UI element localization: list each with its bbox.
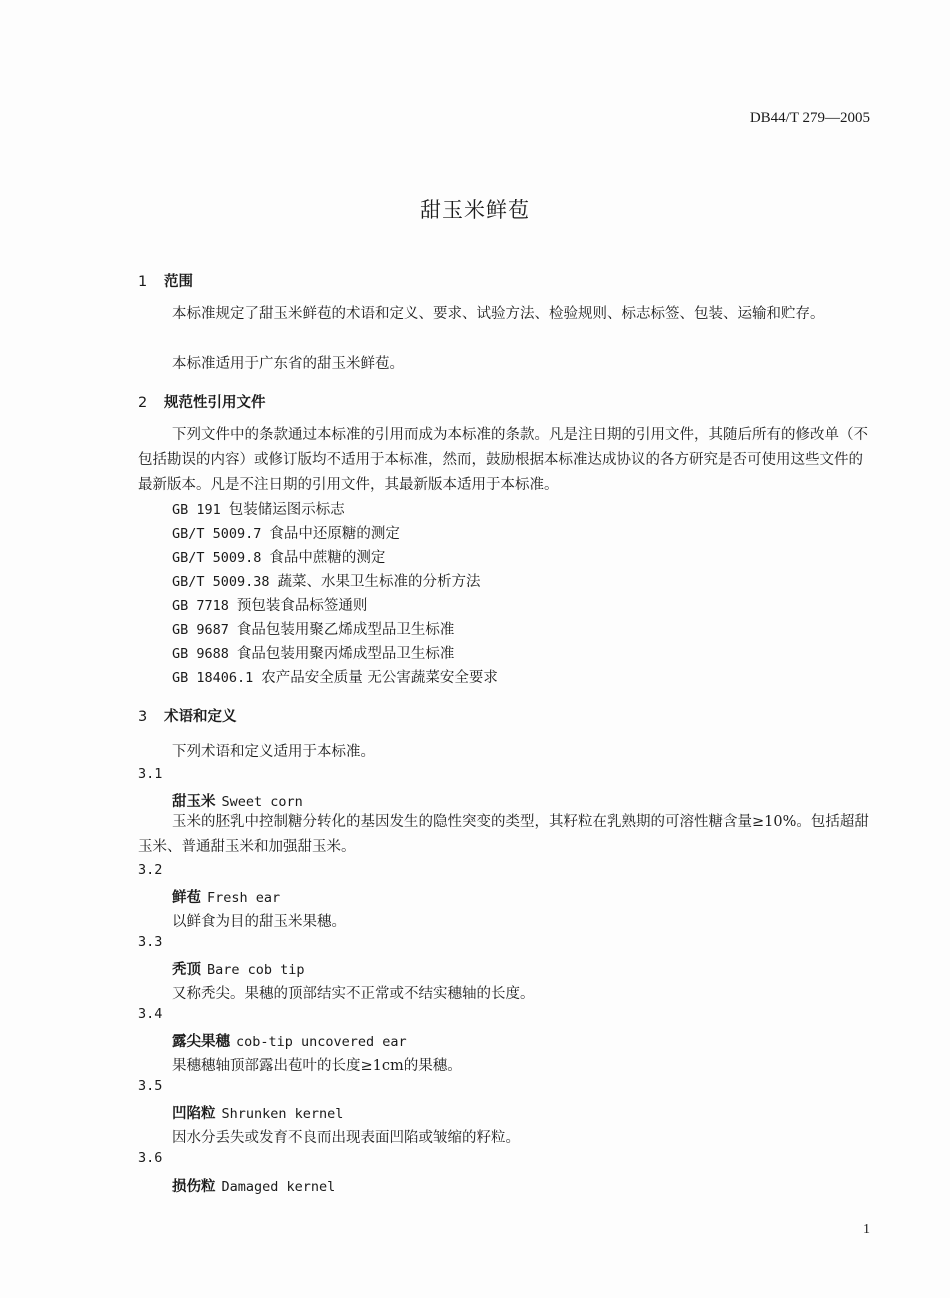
section-title: 术语和定义 bbox=[164, 709, 237, 725]
reference-title: 食品中蔗糖的测定 bbox=[269, 550, 386, 566]
term-heading bbox=[172, 1175, 335, 1196]
document-title: 甜玉米鲜苞 bbox=[420, 198, 530, 222]
term-zh: 露尖果穗 bbox=[172, 1033, 230, 1050]
reference-code: GB/T 5009.38 bbox=[172, 574, 270, 590]
reference-code: GB 18406.1 bbox=[172, 670, 254, 686]
term-heading bbox=[172, 790, 303, 811]
terms-intro: 下列术语和定义适用于本标准。 bbox=[172, 744, 375, 760]
term-heading bbox=[172, 1102, 343, 1123]
reference-code: GB 9688 bbox=[172, 646, 229, 662]
reference-code: GB/T 5009.8 bbox=[172, 550, 262, 566]
term-en: Sweet corn bbox=[221, 794, 303, 810]
term-en: Fresh ear bbox=[207, 890, 281, 906]
reference-title: 食品包装用聚乙烯成型品卫生标准 bbox=[236, 622, 455, 638]
reference-item bbox=[172, 522, 400, 543]
term-zh: 鲜苞 bbox=[172, 889, 201, 906]
section-title: 范围 bbox=[164, 274, 193, 290]
reference-title: 食品中还原糖的测定 bbox=[269, 526, 400, 542]
term-number: 3.6 bbox=[138, 1150, 163, 1166]
reference-item bbox=[172, 594, 367, 615]
scope-paragraph-2: 本标准适用于广东省的甜玉米鲜苞。 bbox=[172, 356, 404, 372]
term-en: cob-tip uncovered ear bbox=[236, 1034, 407, 1050]
reference-item bbox=[172, 498, 345, 519]
references-intro: 下列文件中的条款通过本标准的引用而成为本标准的条款。凡是注日期的引用文件，其随后所有的修改单（不包括勘误的内容）或修订版均不适用于本标准，然而，鼓励根据本标准达成协议的各方研究是否可使用这些文件的最新版本。凡是不注日期的引用文件，其最新版本适用于本标准。 bbox=[138, 427, 868, 493]
reference-code: GB/T 5009.7 bbox=[172, 526, 262, 542]
term-en: Damaged kernel bbox=[221, 1179, 336, 1195]
term-number: 3.5 bbox=[138, 1078, 163, 1094]
term-definition: 果穗穗轴顶部露出苞叶的长度≥1cm的果穗。 bbox=[172, 1058, 462, 1074]
scope-paragraph-1: 本标准规定了甜玉米鲜苞的术语和定义、要求、试验方法、检验规则、标志标签、包装、运输和贮存。 bbox=[172, 306, 825, 322]
reference-title: 预包装食品标签通则 bbox=[236, 598, 368, 614]
reference-title: 农产品安全质量 无公害蔬菜安全要求 bbox=[261, 670, 498, 686]
term-heading bbox=[172, 886, 280, 907]
reference-item bbox=[172, 642, 454, 663]
reference-code: GB 191 bbox=[172, 502, 221, 518]
section-2-heading bbox=[138, 391, 266, 412]
term-heading bbox=[172, 958, 305, 979]
section-3-heading bbox=[138, 705, 237, 726]
reference-title: 蔬菜、水果卫生标准的分析方法 bbox=[277, 574, 481, 590]
reference-item bbox=[172, 546, 385, 567]
term-definition: 玉米的胚乳中控制糖分转化的基因发生的隐性突变的类型，其籽粒在乳熟期的可溶性糖含量≥10%。包括超甜玉米、普通甜玉米和加强甜玉米。 bbox=[138, 814, 869, 855]
reference-item bbox=[172, 618, 454, 639]
term-number: 3.2 bbox=[138, 862, 163, 878]
term-number: 3.1 bbox=[138, 766, 163, 782]
section-number: 2 bbox=[138, 395, 148, 411]
reference-title: 包装储运图示标志 bbox=[228, 502, 345, 518]
term-en: Bare cob tip bbox=[207, 962, 305, 978]
term-definition: 因水分丢失或发育不良而出现表面凹陷或皱缩的籽粒。 bbox=[172, 1130, 520, 1146]
term-zh: 损伤粒 bbox=[172, 1178, 216, 1195]
reference-item bbox=[172, 666, 498, 687]
reference-code: GB 7718 bbox=[172, 598, 229, 614]
reference-title: 食品包装用聚丙烯成型品卫生标准 bbox=[236, 646, 455, 662]
term-heading bbox=[172, 1030, 407, 1051]
section-1-heading bbox=[138, 270, 193, 291]
section-number: 3 bbox=[138, 709, 148, 725]
reference-code: GB 9687 bbox=[172, 622, 229, 638]
section-number: 1 bbox=[138, 274, 148, 290]
term-definition: 又称秃尖。果穗的顶部结实不正常或不结实穗轴的长度。 bbox=[172, 986, 535, 1002]
reference-item bbox=[172, 570, 481, 591]
section-title: 规范性引用文件 bbox=[164, 395, 266, 411]
term-definition: 以鲜食为目的甜玉米果穗。 bbox=[172, 914, 346, 930]
term-en: Shrunken kernel bbox=[221, 1106, 344, 1122]
term-zh: 凹陷粒 bbox=[172, 1105, 216, 1122]
term-number: 3.4 bbox=[138, 1006, 163, 1022]
term-number: 3.3 bbox=[138, 934, 163, 950]
page-number: 1 bbox=[863, 1222, 870, 1237]
standard-code: DB44/T 279—2005 bbox=[749, 110, 870, 126]
term-zh: 秃顶 bbox=[172, 961, 201, 978]
term-zh: 甜玉米 bbox=[172, 793, 216, 810]
